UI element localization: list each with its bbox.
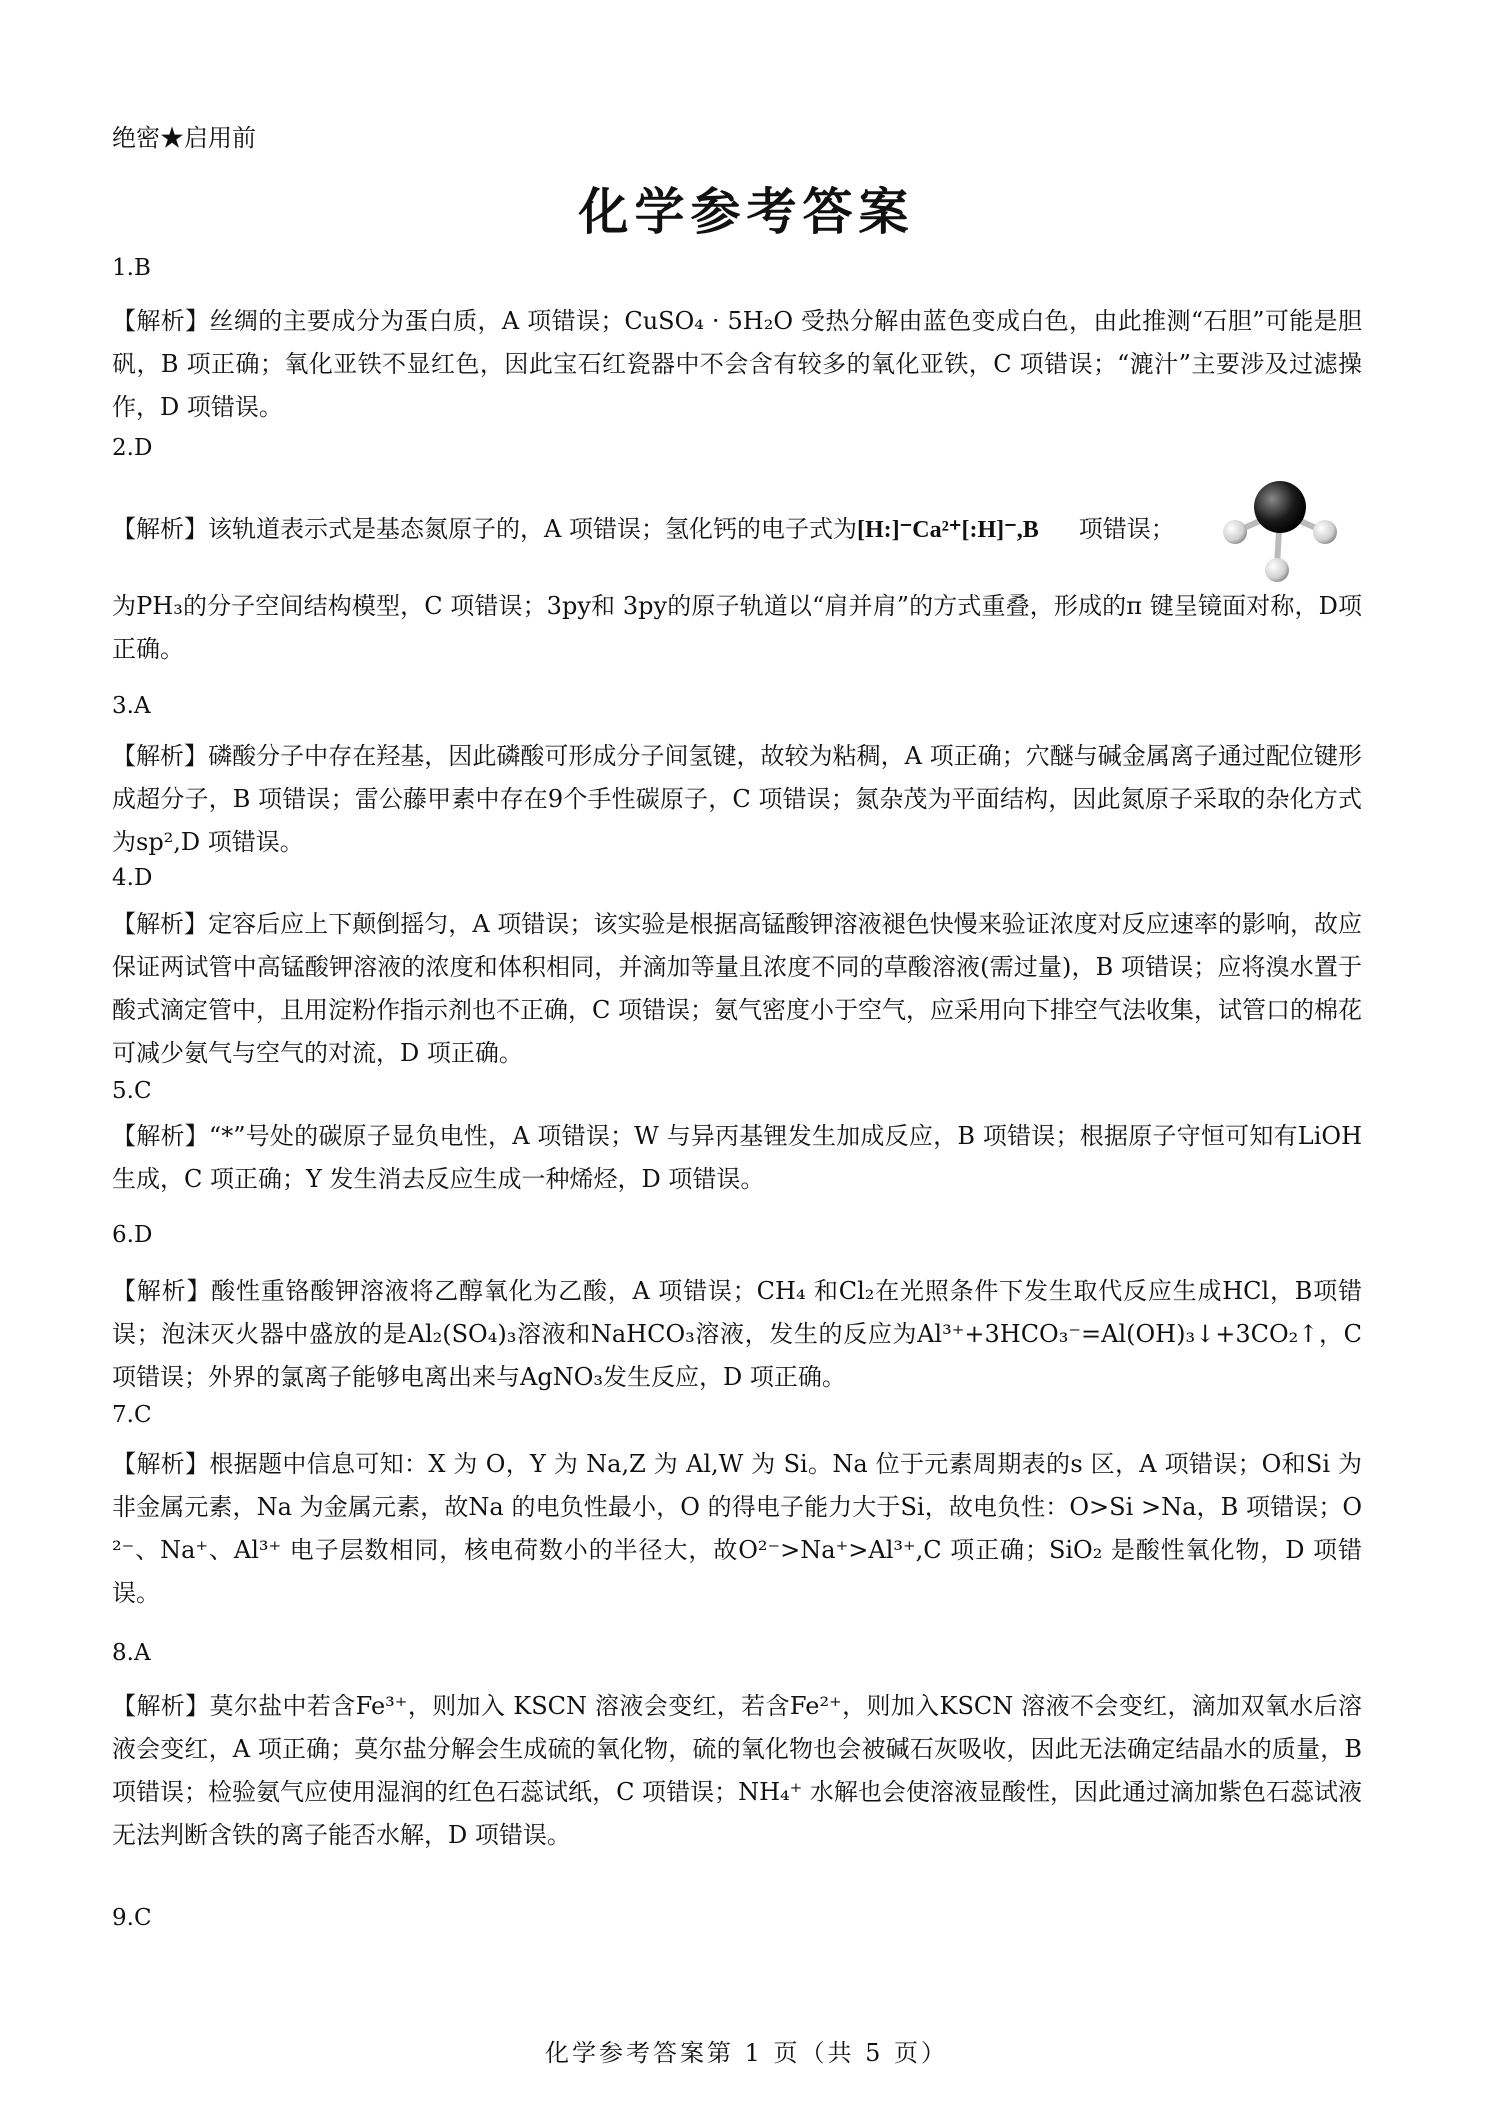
answer-explanation-continued: 为PH₃的分子空间结构模型，C 项错误；3py和 3py的原子轨道以“肩并肩”的方式重叠，形成的π 键呈镜面对称，D项正确。 — [112, 592, 1362, 663]
explanation-tag: 【解析】 — [112, 515, 208, 543]
explanation-text: “*”号处的碳原子显负电性，A 项错误；W 与异丙基锂发生加成反应，B 项错误；根据原子守恒可知有LiOH 生成，C 项正确；Y 发生消去反应生成一种烯烃，D 项错误。 — [112, 1122, 1363, 1193]
explanation-tag: 【解析】 — [112, 1692, 210, 1720]
answer-explanation — [112, 1443, 1362, 1615]
confidential-note: 绝密★启用前 — [112, 124, 256, 152]
explanation-tag: 【解析】 — [112, 910, 209, 938]
answer-number: 6.D — [112, 1222, 153, 1248]
electron-formula: [H:]⁻Ca²⁺[:H]⁻,B — [856, 517, 1039, 543]
answer-explanation — [112, 1270, 1362, 1399]
explanation-tag: 【解析】 — [112, 1450, 210, 1478]
answer-number: 5.C — [112, 1078, 152, 1104]
explanation-text: 项错误； — [1078, 515, 1175, 543]
explanation-text: 定容后应上下颠倒摇匀，A 项错误；该实验是根据高锰酸钾溶液褪色快慢来验证浓度对反应速率的影响，故应保证两试管中高锰酸钾溶液的浓度和体积相同，并滴加等量且浓度不同的草酸溶液(需过量)，B 项错误；应将溴水置于酸式滴定管中，且用淀粉作指示剂也不正确，C 项错误；氨气密度小于空气，应采用向下排空气法收集，试管口的棉花可减少氨气与空气的对流，D 项正确。 — [112, 910, 1363, 1067]
explanation-tag: 【解析】 — [112, 742, 209, 770]
answer-explanation — [112, 735, 1362, 864]
answer-number: 2.D — [112, 435, 153, 461]
explanation-text: 磷酸分子中存在羟基，因此磷酸可形成分子间氢键，故较为粘稠，A 项正确；穴醚与碱金属离子通过配位键形成超分子，B 项错误；雷公藤甲素中存在9个手性碳原子，C 项错误；氮杂茂为平面结构，因此氮原子采取的杂化方式为sp²,D 项错误。 — [112, 742, 1363, 856]
answer-number: 8.A — [112, 1640, 151, 1666]
page-title: 化学参考答案 — [578, 182, 915, 241]
explanation-text: 根据题中信息可知：X 为 O，Y 为 Na,Z 为 Al,W 为 Si。Na 位于元素周期表的s 区，A 项错误；O和Si 为非金属元素，Na 为金属元素，故Na 的电负性最小，O 的得电子能力大于Si，故电负性：O>Si >Na，B 项错误；O²⁻、Na⁺、Al³⁺ 电子层数相同，核电荷数小的半径大，故O²⁻>Na⁺>Al³⁺,C 项正确；SiO₂ 是酸性氧化物，D 项错误。 — [112, 1450, 1363, 1607]
explanation-tag: 【解析】 — [112, 1277, 212, 1305]
explanation-text: 莫尔盐中若含Fe³⁺，则加入 KSCN 溶液会变红，若含Fe²⁺，则加入KSCN 溶液不会变红，滴加双氧水后溶液会变红，A 项正确；莫尔盐分解会生成硫的氧化物，硫的氧化物也会被碱石灰吸收，因此无法确定结晶水的质量，B 项错误；检验氨气应使用湿润的红色石蕊试纸，C 项错误；NH₄⁺ 水解也会使溶液显酸性，因此通过滴加紫色石蕊试液无法判断含铁的离子能否水解，D 项错误。 — [112, 1692, 1362, 1849]
answer-number: 3.A — [112, 693, 151, 719]
explanation-text: 酸性重铬酸钾溶液将乙醇氧化为乙酸，A 项错误；CH₄ 和Cl₂在光照条件下发生取代反应生成HCl，B项错误；泡沫灭火器中盛放的是Al₂(SO₄)₃溶液和NaHCO₃溶液，发生的反应为Al³⁺+3HCO₃⁻=Al(OH)₃↓+3CO₂↑，C 项错误；外界的氯离子能够电离出来与AgNO₃发生反应，D 项正确。 — [112, 1277, 1362, 1391]
explanation-tag: 【解析】 — [112, 307, 210, 335]
answer-number: 9.C — [112, 1905, 152, 1931]
answer-explanation — [112, 300, 1362, 429]
answer-number: 4.D — [112, 865, 153, 891]
explanation-text: 丝绸的主要成分为蛋白质，A 项错误；CuSO₄ · 5H₂O 受热分解由蓝色变成白色，由此推测“石胆”可能是胆矾，B 项正确；氧化亚铁不显红色，因此宝石红瓷器中不会含有较多的氧化亚铁，C 项错误；“漉汁”主要涉及过滤操作，D 项错误。 — [112, 307, 1363, 421]
answer-number: 7.C — [112, 1402, 152, 1428]
answer-explanation — [112, 1685, 1362, 1857]
answer-explanation — [112, 1115, 1362, 1201]
answer-number: 1.B — [112, 255, 151, 281]
explanation-text: 该轨道表示式是基态氮原子的，A 项错误；氢化钙的电子式为 — [208, 515, 857, 543]
answer-explanation — [112, 903, 1362, 1075]
page-footer: 化学参考答案第 1 页（共 5 页） — [544, 2039, 949, 2067]
explanation-tag: 【解析】 — [112, 1122, 209, 1150]
answer-explanation — [112, 508, 1202, 552]
